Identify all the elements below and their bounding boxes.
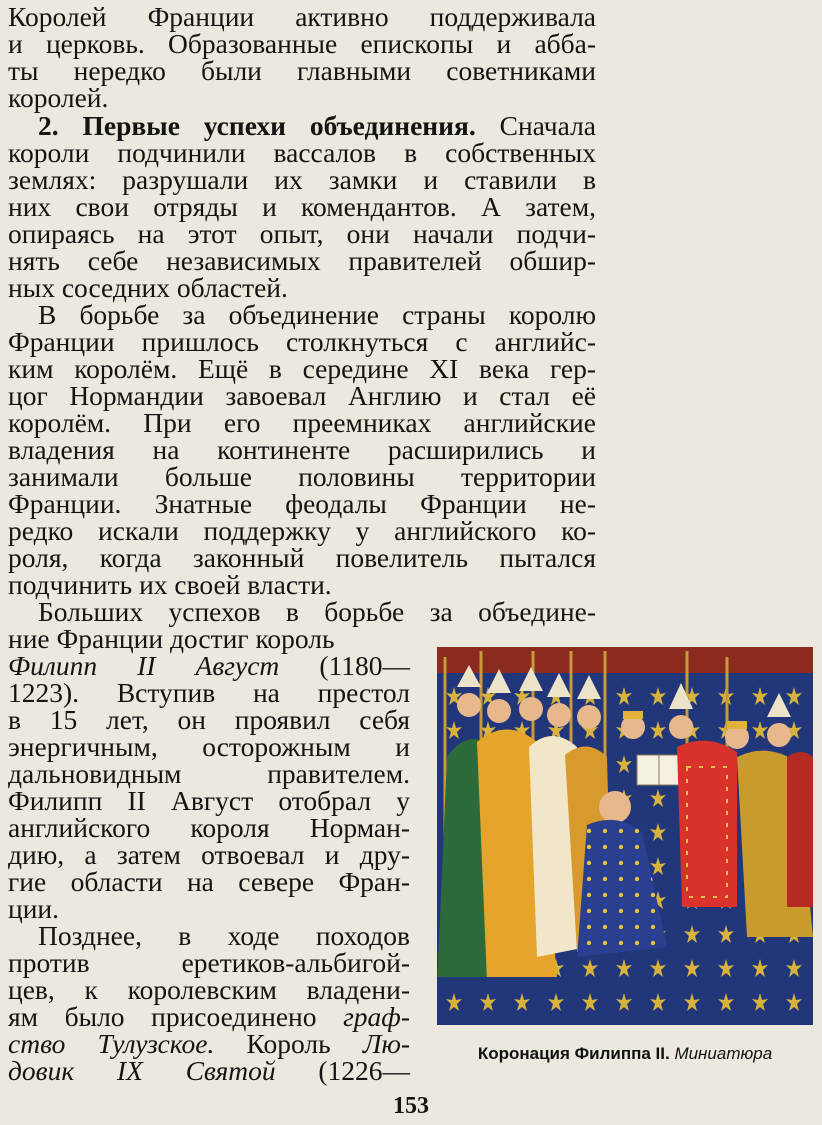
king-years: (1180— — [319, 650, 410, 681]
text-line: цог Нормандии завоевал Англию и стал её — [8, 380, 596, 411]
caption-type: Миниатюра — [674, 1044, 773, 1063]
text-line: ние Франции достиг король — [8, 623, 335, 654]
text-line: Больших успехов в борьбе за объедине- — [38, 596, 596, 627]
text-line: них свои отряды и комендантов. А затем, — [8, 191, 596, 222]
text-line: цев, к королевским владени- — [8, 974, 410, 1005]
text-fragment: Сначала — [499, 110, 596, 141]
text-line: королей. — [8, 82, 109, 113]
text-line: в 15 лет, он проявил себя — [8, 704, 410, 735]
text-line: гие области на севере Фран- — [8, 866, 410, 897]
text-line: занимали больше половины территории — [8, 461, 596, 492]
miniature-illustration — [437, 647, 813, 1025]
place-name: граф- — [343, 1001, 410, 1032]
text-line: Филипп II Август отобрал у — [8, 785, 410, 816]
text-line: роля, когда законный повелитель пытался — [8, 542, 596, 573]
text-line: Франции. Знатные феодалы Франции не- — [8, 488, 596, 519]
text-line: землях: разрушали их замки и ставили в — [8, 164, 596, 195]
text-line — [8, 1001, 410, 1032]
king-name: Лю- — [362, 1028, 410, 1059]
king-name: Филипп II Август — [8, 650, 280, 681]
section-heading: 2. Первые успехи объединения. — [38, 110, 476, 141]
text-fragment: ям было присоединено — [8, 1001, 317, 1032]
coronation-miniature — [437, 647, 813, 1025]
text-line: и церковь. Образованные епископы и абба- — [8, 28, 596, 59]
text-line: подчинить их своей власти. — [8, 569, 332, 600]
text-line — [8, 1055, 410, 1086]
text-line: Королей Франции активно поддерживала — [8, 1, 596, 32]
text-line — [8, 1028, 410, 1059]
caption-title: Коронация Филиппа II. — [477, 1044, 670, 1063]
text-line: В борьбе за объединение страны королю — [38, 299, 596, 330]
text-line: английского короля Норман- — [8, 812, 410, 843]
king-years: (1226— — [318, 1055, 410, 1086]
text-fragment: Король — [246, 1028, 331, 1059]
page-number: 153 — [393, 1093, 429, 1119]
text-line: опираясь на этот опыт, они начали подчи- — [8, 218, 596, 249]
text-line: дию, а затем отвоевал и дру- — [8, 839, 410, 870]
text-line: ким королём. Ещё в середине XI века гер- — [8, 353, 596, 384]
place-name: ство Тулузское. — [8, 1028, 215, 1059]
text-line: нять себе независимых правителей обшир- — [8, 245, 596, 276]
figure-caption — [437, 1044, 813, 1064]
king-name: довик IX Святой — [8, 1055, 276, 1086]
text-line: владения на континенте расширились и — [8, 434, 596, 465]
text-line: против еретиков-альбигой- — [8, 947, 410, 978]
text-line: ных соседних областей. — [8, 272, 288, 303]
text-line: Позднее, в ходе походов — [38, 920, 410, 951]
text-line: ции. — [8, 893, 60, 924]
text-line: энергичным, осторожным и — [8, 731, 410, 762]
text-line: ты нередко были главными советниками — [8, 55, 596, 86]
text-line: Франции пришлось столкнуться с английс- — [8, 326, 596, 357]
text-line: 1223). Вступив на престол — [8, 677, 410, 708]
text-line: короли подчинили вассалов в собственных — [8, 137, 596, 168]
text-line — [8, 650, 410, 681]
text-line: королём. При его преемниках английские — [8, 407, 596, 438]
section-heading-line — [8, 110, 596, 141]
text-line: дальновидным правителем. — [8, 758, 410, 789]
text-line: редко искали поддержку у английского ко- — [8, 515, 596, 546]
